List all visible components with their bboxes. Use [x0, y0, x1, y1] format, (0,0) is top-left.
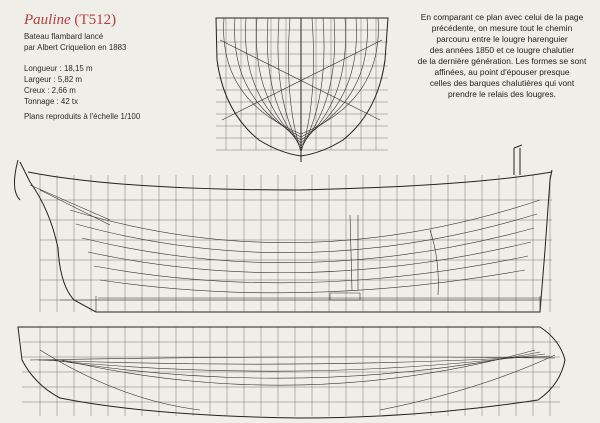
vessel-registration: (T512): [74, 12, 117, 28]
drawing-line: [301, 18, 324, 149]
drawing-line: [301, 18, 357, 140]
spec-tonnage: Tonnage : 42 tx: [24, 96, 79, 106]
spec-beam: Largeur : 5,82 m: [24, 74, 83, 84]
drawing-line: [62, 350, 535, 385]
drawing-line: [350, 215, 358, 290]
caption-line: En comparant ce plan avec celui de la page: [420, 12, 584, 22]
drawing-line: [245, 18, 301, 140]
profile-plan: [14, 145, 552, 312]
drawing-line: [82, 228, 534, 263]
caption-line: prendre le relais des lougres.: [447, 89, 556, 99]
caption-line: précédente, on mesure tout le chemin: [431, 23, 573, 33]
vessel-name: Pauline: [24, 12, 71, 28]
drawing-line: [88, 242, 531, 273]
caption-line: parcouru entre le lougre harenguier: [436, 34, 568, 44]
subtitle-line-1: Bateau flambard lancé: [24, 31, 104, 41]
spec-depth: Creux : 2,66 m: [24, 85, 76, 95]
caption-line: affinées, au point d'épouser presque: [434, 67, 570, 77]
subtitle-line-2: par Albert Criquelion en 1883: [24, 42, 127, 52]
caption-line: des années 1850 et ce lougre chalutier: [429, 45, 575, 55]
drawing-line: [301, 18, 367, 137]
drawing-line: [100, 270, 525, 293]
drawing-line: [54, 352, 540, 378]
caption-line: celles des barques chalutières qui vont: [429, 78, 575, 88]
drawing-line: [224, 18, 301, 134]
scale-note: Plans reproduits à l'échelle 1/100: [24, 111, 141, 121]
drawing-line: [235, 18, 301, 137]
spec-length: Longueur : 18,15 m: [24, 63, 93, 73]
half-breadth-plan: [18, 327, 565, 418]
drawing-line: [301, 18, 346, 143]
drawing-line: [278, 18, 301, 149]
caption-line: de la dernière génération. Les formes se sont: [417, 56, 587, 66]
drawing-line: [256, 18, 301, 143]
drawing-line: [301, 18, 378, 134]
body-plan: [216, 18, 388, 162]
drawing-line: [70, 200, 540, 243]
